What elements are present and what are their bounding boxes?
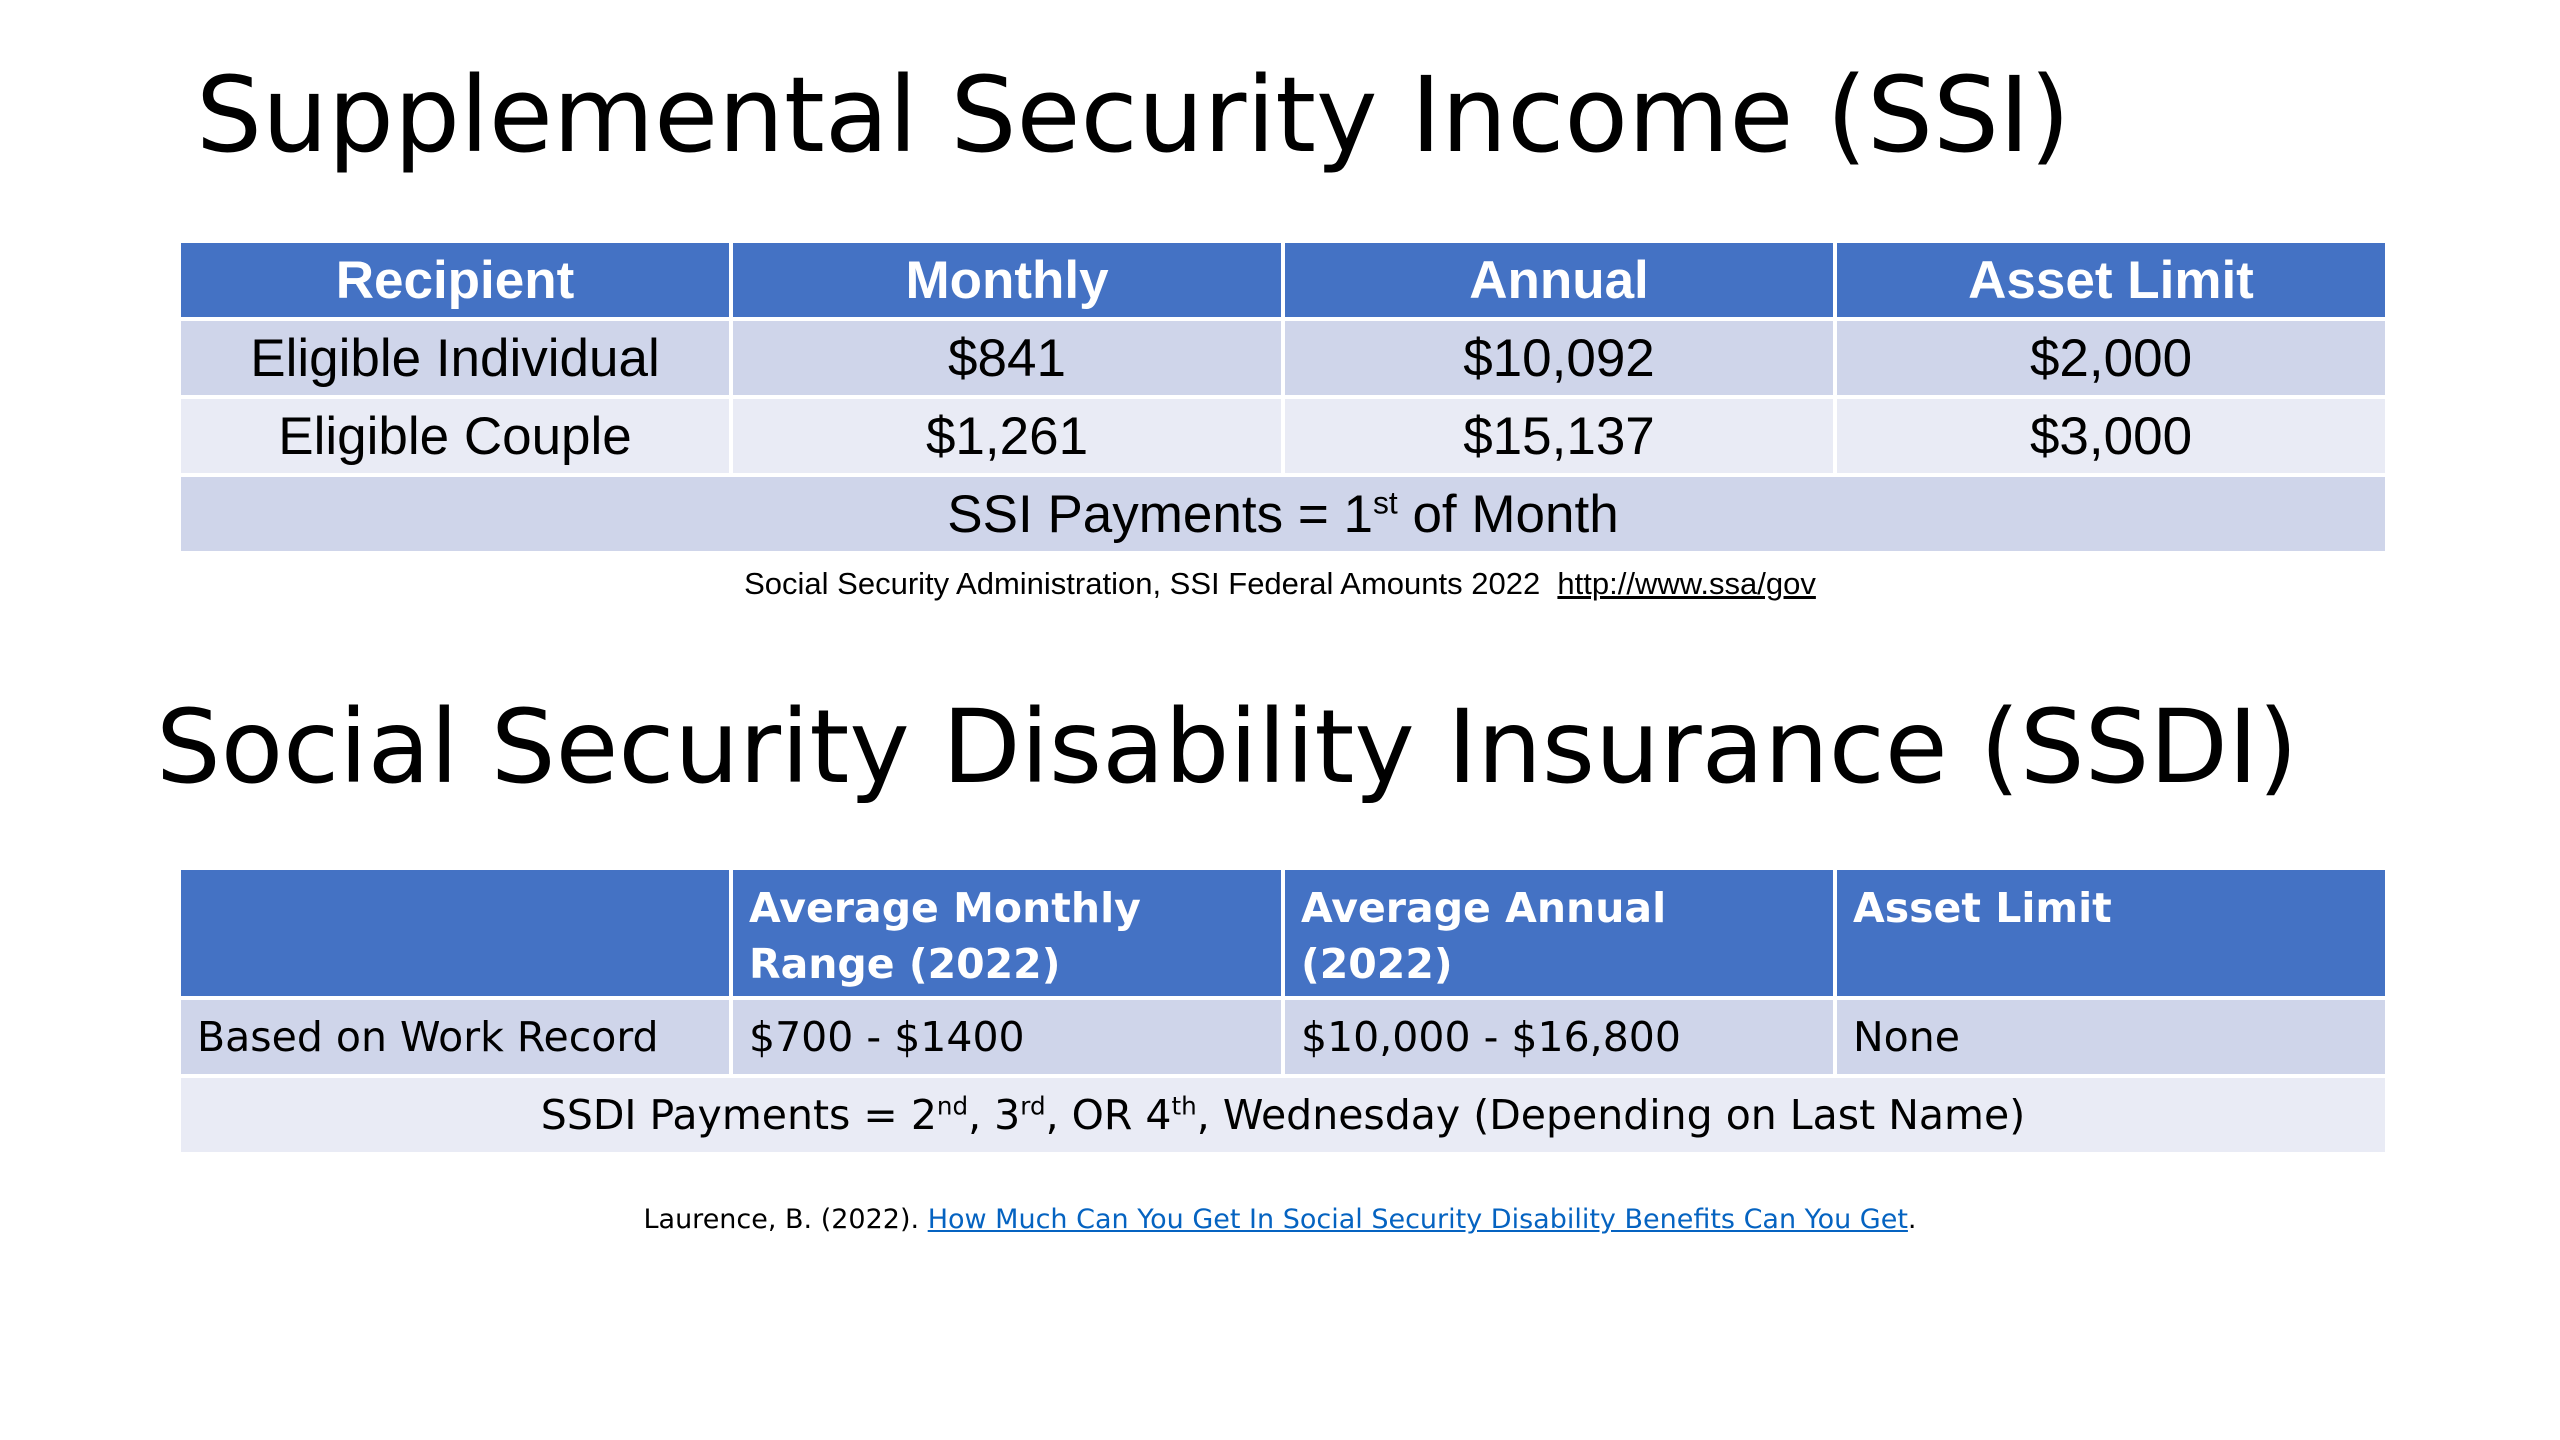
ssi-payment-note-sup: st bbox=[1372, 483, 1398, 520]
ssi-table bbox=[177, 239, 2389, 555]
ssi-cell-annual: $15,137 bbox=[1283, 397, 1835, 475]
table-row bbox=[179, 998, 2387, 1076]
ssdi-payment-note-sup3: th bbox=[1171, 1091, 1197, 1121]
ssi-header-row bbox=[179, 241, 2387, 319]
ssi-title: Supplemental Security Income (SSI) bbox=[196, 54, 2071, 176]
ssdi-title: Social Security Disability Insurance (SSDI) bbox=[156, 688, 2298, 807]
ssdi-citation-text: Laurence, B. (2022). bbox=[643, 1204, 920, 1235]
ssi-footer-row bbox=[179, 475, 2387, 553]
ssdi-header-annual: Average Annual (2022) bbox=[1283, 868, 1835, 998]
ssi-header-asset-limit: Asset Limit bbox=[1835, 241, 2387, 319]
ssdi-header-asset-limit: Asset Limit bbox=[1835, 868, 2387, 998]
ssi-cell-monthly: $841 bbox=[731, 319, 1283, 397]
table-row bbox=[179, 397, 2387, 475]
ssdi-payment-note-part4: , Wednesday (Depending on Last Name) bbox=[1196, 1091, 2026, 1139]
ssdi-citation-end: . bbox=[1907, 1204, 1917, 1235]
ssdi-header-row bbox=[179, 868, 2387, 998]
ssi-header-recipient: Recipient bbox=[179, 241, 731, 319]
ssdi-payment-note-sup2: rd bbox=[1020, 1091, 1046, 1121]
ssdi-cell-asset-limit: None bbox=[1835, 998, 2387, 1076]
ssi-citation bbox=[0, 566, 2560, 602]
ssdi-cell-annual: $10,000 - $16,800 bbox=[1283, 998, 1835, 1076]
ssi-cell-recipient: Eligible Couple bbox=[179, 397, 731, 475]
ssdi-header-monthly-range: Average Monthly Range (2022) bbox=[731, 868, 1283, 998]
ssdi-cell-monthly-range: $700 - $1400 bbox=[731, 998, 1283, 1076]
ssi-citation-link[interactable]: http://www.ssa/gov bbox=[1557, 566, 1816, 601]
ssdi-citation bbox=[0, 1204, 2560, 1235]
ssi-payment-note-text: SSI Payments = 1 bbox=[947, 484, 1373, 544]
ssi-citation-text: Social Security Administration, SSI Federal Amounts 2022 bbox=[744, 566, 1541, 601]
ssdi-table bbox=[177, 866, 2389, 1156]
ssdi-payment-note bbox=[179, 1076, 2387, 1154]
ssdi-payment-note-part2: , 3 bbox=[968, 1091, 1021, 1139]
ssi-cell-asset-limit: $2,000 bbox=[1835, 319, 2387, 397]
ssi-cell-recipient: Eligible Individual bbox=[179, 319, 731, 397]
ssi-cell-annual: $10,092 bbox=[1283, 319, 1835, 397]
ssi-header-monthly: Monthly bbox=[731, 241, 1283, 319]
ssi-cell-asset-limit: $3,000 bbox=[1835, 397, 2387, 475]
ssdi-payment-note-sup1: nd bbox=[936, 1091, 969, 1121]
ssi-cell-monthly: $1,261 bbox=[731, 397, 1283, 475]
ssdi-payment-note-part3: , OR 4 bbox=[1045, 1091, 1172, 1139]
ssdi-header-blank bbox=[179, 868, 731, 998]
ssi-payment-note-end: of Month bbox=[1397, 484, 1619, 544]
ssi-header-annual: Annual bbox=[1283, 241, 1835, 319]
ssi-payment-note bbox=[179, 475, 2387, 553]
ssdi-citation-link[interactable]: How Much Can You Get In Social Security Disability Benefits Can You Get bbox=[927, 1204, 1908, 1235]
ssdi-cell-basis: Based on Work Record bbox=[179, 998, 731, 1076]
table-row bbox=[179, 319, 2387, 397]
ssdi-payment-note-part1: SSDI Payments = 2 bbox=[540, 1091, 937, 1139]
ssdi-footer-row bbox=[179, 1076, 2387, 1154]
